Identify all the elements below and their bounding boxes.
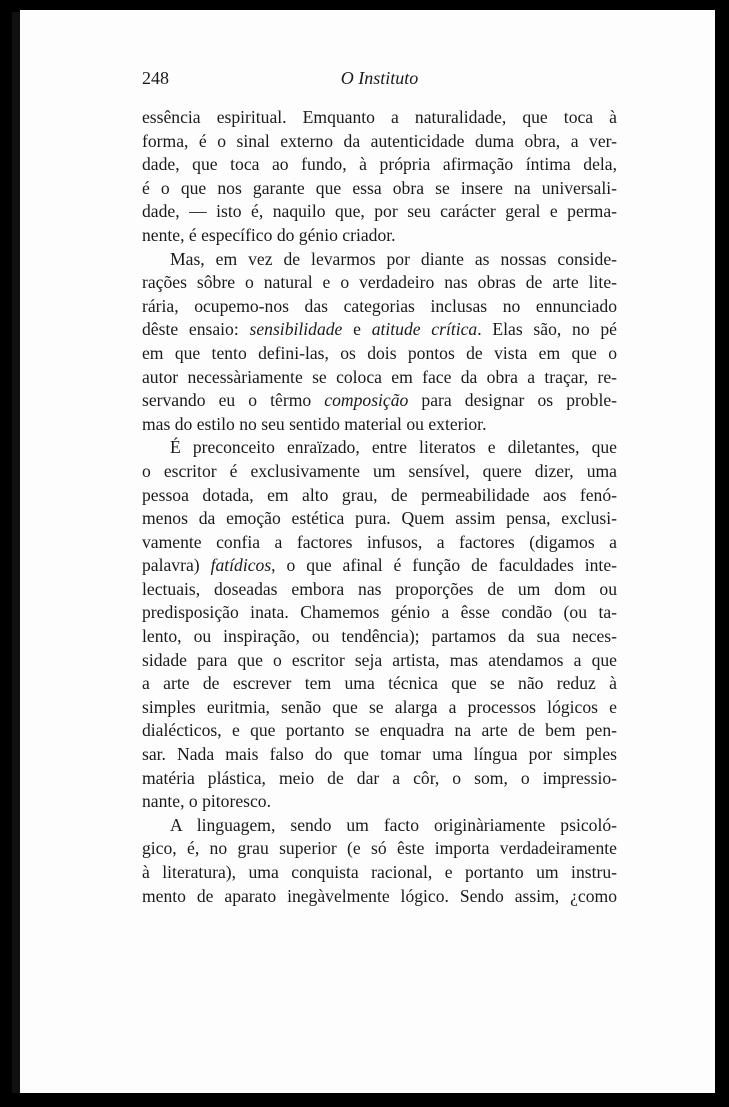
text-line: nente, é específico do génio criador. [142, 224, 396, 245]
text-line: dêste ensaio: sensibilidade e atitude crítica. Elas são, no pé [142, 319, 617, 340]
text-line: palavra) fatídicos, o que afinal é função de faculdades inte- [142, 555, 617, 576]
text-line: lectuais, doseadas embora nas proporções de um dom ou [142, 578, 617, 599]
page-body [142, 106, 617, 908]
text-line: dade, que toca ao fundo, à própria afirmação íntima dela, [142, 154, 617, 175]
paragraph [142, 436, 617, 814]
text-line: mento de aparato inegàvelmente lógico. Sendo assim, ¿como [142, 885, 617, 906]
text-line: o escritor é exclusivamente um sensível, quere dizer, uma [142, 460, 617, 481]
text-line: dade, — isto é, naquilo que, por seu carácter geral e perma- [142, 201, 617, 222]
italic-term: atitude crítica [371, 319, 478, 340]
text-line: rária, ocupemo-nos das categorias inclusas no ennunciado [142, 295, 617, 316]
text-line: pessoa dotada, em alto grau, de permeabilidade aos fenó- [142, 484, 617, 505]
italic-term: fatídicos [210, 555, 272, 576]
text-line: A linguagem, sendo um facto originàriamente psicoló- [170, 814, 617, 835]
text-line: menos da emoção estética pura. Quem assim pensa, exclusi- [142, 508, 617, 529]
text-line: Mas, em vez de levarmos por diante as nossas conside- [170, 248, 617, 269]
book-page [20, 10, 715, 1093]
page-header [142, 68, 617, 98]
text-line: mas do estilo no seu sentido material ou exterior. [142, 413, 487, 434]
text-line: forma, é o sinal externo da autenticidade duma obra, a ver- [142, 130, 617, 151]
italic-term: sensibilidade [249, 319, 343, 340]
text-line: sidade para que o escritor seja artista, mas atendamos a que [142, 649, 617, 670]
text-line: dialécticos, e que portanto se enquadra na arte de bem pen- [142, 720, 617, 741]
text-line: rações sôbre o natural e o verdadeiro nas obras de arte lite- [142, 272, 617, 293]
page-number: 248 [142, 68, 169, 88]
text-line: gico, é, no grau superior (e só êste importa verdadeiramente [142, 838, 617, 859]
text-line: a arte de escrever tem uma técnica que se não reduz à [142, 673, 617, 694]
text-line: predisposição inata. Chamemos génio a êsse condão (ou ta- [142, 602, 617, 623]
text-line: nante, o pitoresco. [142, 791, 271, 812]
text-line: essência espiritual. Emquanto a naturalidade, que toca à [142, 107, 617, 127]
paragraph [142, 814, 617, 908]
text-line: É preconceito enraïzado, entre literatos e diletantes, que [170, 437, 617, 458]
text-line: em que tento defini-las, os dois pontos de vista em que o [142, 342, 617, 363]
text-line: lento, ou inspiração, ou tendência); partamos da sua neces- [142, 626, 617, 647]
paragraph [142, 248, 617, 437]
text-line: à literatura), uma conquista racional, e portanto um instru- [142, 862, 617, 882]
paragraph [142, 106, 617, 248]
italic-term: composição [324, 390, 409, 411]
text-line: autor necessàriamente se coloca em face da obra a traçar, re- [142, 366, 617, 387]
text-line: sar. Nada mais falso do que tomar uma língua por simples [142, 744, 617, 765]
text-line: é o que nos garante que essa obra se insere na universali- [142, 177, 617, 198]
text-line: vamente confia a factores infusos, a factores (digamos a [142, 531, 617, 552]
running-title: O Instituto [340, 68, 419, 88]
text-line: matéria plástica, meio de dar a côr, o som, o impressio- [142, 767, 617, 788]
text-line: simples euritmia, senão que se alarga a processos lógicos e [142, 696, 617, 717]
text-line: servando eu o têrmo composição para designar os proble- [142, 390, 618, 411]
